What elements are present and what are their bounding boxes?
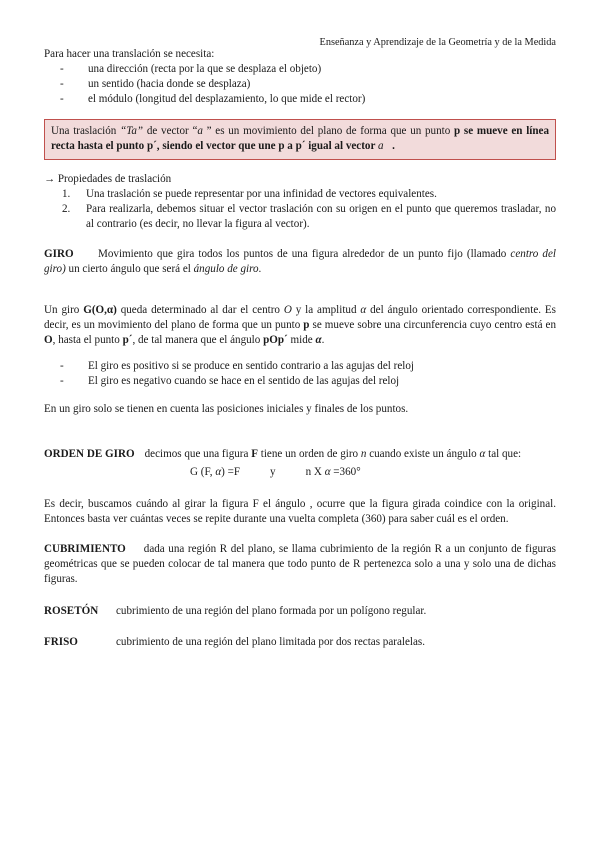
giro-note: En un giro solo se tienen en cuenta las posiciones iniciales y finales de los puntos. (44, 403, 409, 415)
list-item: 2. Para realizarla, debemos situar el vector traslación con su origen en el punto que queremos trasladar, no al contrario (es decir, no llevar la figura al vector). (62, 203, 556, 230)
document-body (44, 34, 556, 650)
giro-explanation: Un giro G(O,α) queda determinado al dar el centro O y la amplitud α del ángulo orientado correspondiente. Es decir, es un movimiento del plano de forma que un punto p se mueve sobre una circunferencia cuyo centro está en O, hasta el punto p´, de tal manera que el ángulo pOp´ mide α. (44, 304, 556, 346)
friso-definition: FRISO cubrimiento de una región del plano limitada por dos rectas paralelas. (44, 636, 425, 648)
properties-title: → Propiedades de traslación (44, 173, 172, 185)
giro-sign-list (44, 359, 556, 389)
list-item: - un sentido (hacia donde se desplaza) (44, 77, 556, 92)
roseton-definition: ROSETÓN cubrimiento de una región del plano formada por un polígono regular. (44, 605, 427, 617)
list-item: - una dirección (recta por la que se desplaza el objeto) (44, 62, 556, 77)
orden-formula: G (F, α) =F y n X α =360° (190, 466, 361, 478)
orden-de-giro-definition: ORDEN DE GIRO decimos que una figura F tiene un orden de giro n cuando existe un ángulo α tal que: (44, 448, 522, 460)
intro-text: Para hacer una translación se necesita: (44, 48, 215, 60)
cubrimiento-definition: CUBRIMIENTO dada una región R del plano, se llama cubrimiento de la región R a un conjunto de figuras geométricas que se pueden colocar de tal manera que todo punto de R pertenezca solo a una y solo una de dichas figuras. (44, 543, 556, 585)
list-item: - El giro es negativo cuando se hace en el sentido de las agujas del reloj (44, 374, 556, 389)
list-item: - el módulo (longitud del desplazamiento, lo que mide el rector) (44, 92, 556, 107)
page-header: Enseñanza y Aprendizaje de la Geometría y de la Medida (319, 37, 556, 48)
translation-needs-list (44, 62, 556, 107)
properties-list (44, 187, 556, 232)
translation-definition-box (44, 119, 556, 160)
orden-explanation: Es decir, buscamos cuándo al girar la figura F el ángulo , ocurre que la figura girada coindice con la original. Entonces basta ver cuántas veces se repite durante una vuelta completa (360) para saber cuál es el orden. (44, 498, 556, 525)
list-item: 1. Una traslación se puede representar por una infinidad de vectores equivalentes. (62, 188, 437, 200)
definition-text: Una traslación “Ta” de vector “a ” es un movimiento del plano de forma que un punto p se mueve en línea recta hasta el punto p´, siendo el vector que une p a p´ igual al vector a⃗. (51, 125, 549, 152)
list-item: - El giro es positivo si se produce en sentido contrario a las agujas del reloj (44, 359, 556, 374)
giro-definition: GIRO Movimiento que gira todos los puntos de una figura alrededor de un punto fijo (llamado centro del giro) un cierto ángulo que será el ángulo de giro. (44, 248, 556, 275)
